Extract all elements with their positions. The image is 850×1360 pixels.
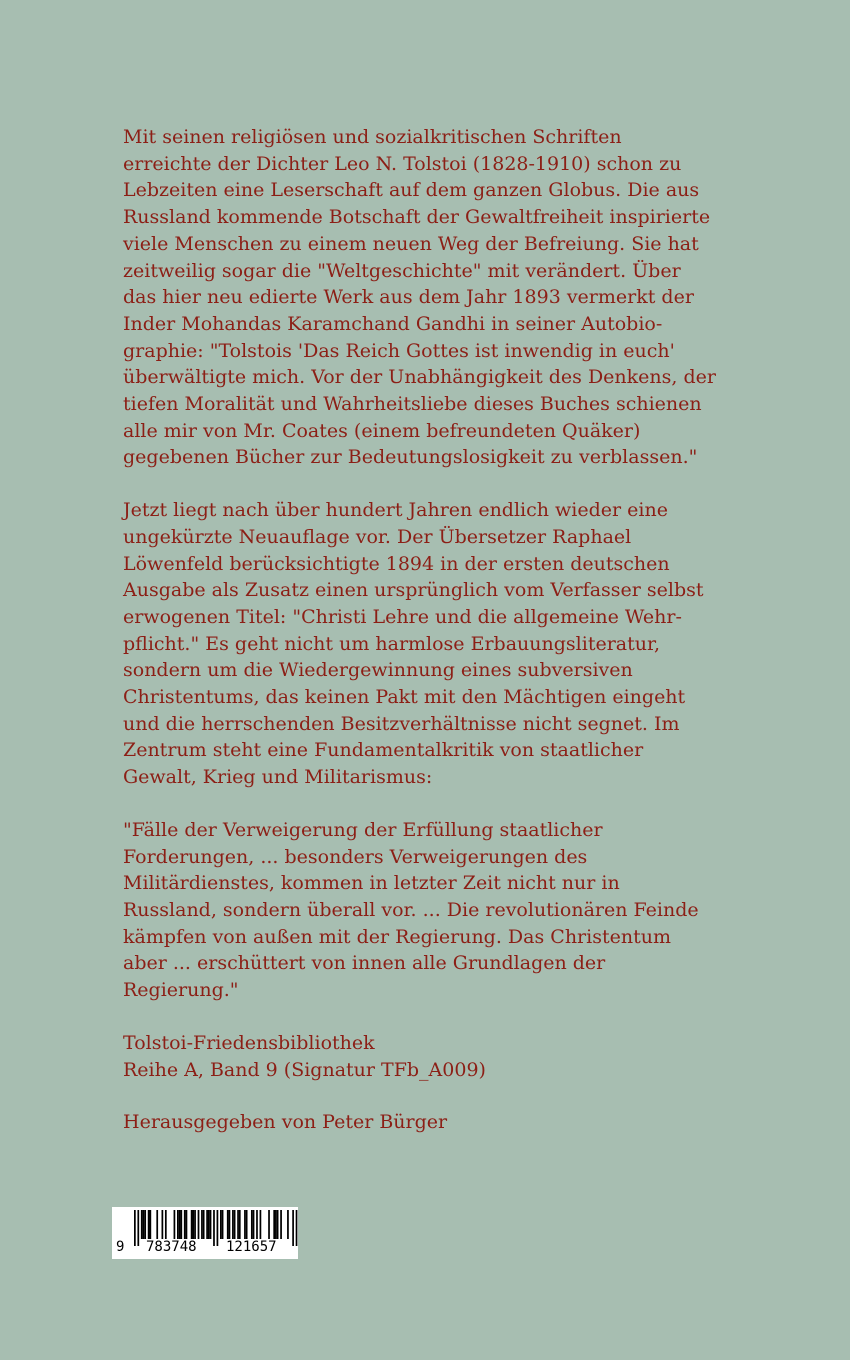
text-line: Lebzeiten eine Leserschaft auf dem ganzen Globus. Die aus xyxy=(123,179,700,202)
text-line: kämpfen von außen mit der Regierung. Das Christentum xyxy=(123,925,671,948)
text-line: Jetzt liegt nach über hundert Jahren endlich wieder eine xyxy=(123,499,668,522)
isbn-right-group: 121657 xyxy=(226,1239,277,1255)
barcode-bar xyxy=(210,1210,212,1239)
barcode-bar xyxy=(179,1210,181,1239)
barcode-bar xyxy=(287,1210,289,1239)
barcode-bar xyxy=(180,1210,182,1239)
barcode-bar xyxy=(253,1210,255,1239)
text-line: viele Menschen zu einem neuen Weg der Befreiung. Sie hat xyxy=(123,232,699,255)
barcode-bar xyxy=(222,1210,224,1239)
paragraph-intro xyxy=(123,124,743,471)
text-line: pflicht." Es geht nicht um harmlose Erbauungsliteratur, xyxy=(123,632,661,655)
barcode-bar xyxy=(201,1210,203,1239)
barcode-bar xyxy=(162,1210,164,1239)
barcode-bar xyxy=(184,1210,186,1239)
barcode-bar xyxy=(137,1210,139,1246)
barcode-bar xyxy=(165,1210,167,1239)
text-line: Mit seinen religiösen und sozialkritischen Schriften xyxy=(123,126,622,148)
barcode-bar xyxy=(273,1210,275,1239)
text-line: Tolstoi-Friedensbibliothek xyxy=(123,1031,375,1054)
barcode-bar xyxy=(203,1210,205,1239)
barcode-bar xyxy=(144,1210,146,1239)
barcode-bar xyxy=(141,1210,143,1239)
barcode-bar xyxy=(234,1210,236,1239)
barcode-bar xyxy=(251,1210,253,1239)
barcode-bar xyxy=(177,1210,179,1239)
series-info xyxy=(123,1030,743,1083)
text-line: überwältigte mich. Vor der Unabhängigkeit des Denkens, der xyxy=(123,366,716,389)
text-line: sondern um die Wiedergewinnung eines subversiven xyxy=(123,659,633,682)
barcode-bar xyxy=(213,1210,215,1246)
barcode-bar xyxy=(186,1210,188,1239)
barcode-bar xyxy=(143,1210,145,1239)
text-line: gegebenen Bücher zur Bedeutungslosigkeit zu verblassen." xyxy=(123,446,698,469)
paragraph-edition xyxy=(123,497,743,791)
barcode-bar xyxy=(246,1210,248,1239)
isbn-barcode xyxy=(112,1207,298,1259)
text-line: und die herrschenden Besitzverhältnisse nicht segnet. Im xyxy=(123,712,680,735)
text-line: Gewalt, Krieg und Militarismus: xyxy=(123,766,433,789)
text-line: Russland, sondern überall vor. ... Die revolutionären Feinde xyxy=(123,898,699,921)
text-line: Russland kommende Botschaft der Gewaltfreiheit inspirierte xyxy=(123,206,711,229)
barcode-bar xyxy=(237,1210,239,1239)
blurb xyxy=(123,124,743,1136)
text-line: Regierung." xyxy=(123,979,239,1002)
barcode-bar xyxy=(227,1210,229,1239)
barcode-bar xyxy=(192,1210,194,1239)
barcode-bar xyxy=(296,1210,298,1246)
barcode-bar xyxy=(277,1210,279,1239)
text-line: ungekürzte Neuauflage vor. Der Übersetzer Raphael xyxy=(123,525,632,548)
barcode-bar xyxy=(256,1210,258,1239)
text-line: Herausgegeben von Peter Bürger xyxy=(123,1111,448,1134)
barcode-bar xyxy=(206,1210,208,1239)
barcode-bar xyxy=(198,1210,200,1239)
barcode-bar xyxy=(275,1210,277,1239)
text-line: zeitweilig sogar die "Weltgeschichte" mit verändert. Über xyxy=(123,259,681,282)
barcode-bar xyxy=(217,1210,219,1246)
paragraph-quote xyxy=(123,817,743,1004)
barcode-bar xyxy=(148,1210,150,1239)
text-line: "Fälle der Verweigerung der Erfüllung staatlicher xyxy=(123,818,603,841)
barcode-bar xyxy=(232,1210,234,1239)
barcode-bar xyxy=(194,1210,196,1239)
barcode-bar xyxy=(268,1210,270,1239)
text-line: tiefen Moralität und Wahrheitsliebe dieses Buches schienen xyxy=(123,393,702,416)
text-line: Forderungen, ... besonders Verweigerungen des xyxy=(123,845,588,868)
text-line: Zentrum steht eine Fundamentalkritik von staatlicher xyxy=(123,739,644,762)
text-line: graphie: "Tolstois 'Das Reich Gottes ist inwendig in euch' xyxy=(123,339,675,362)
barcode-bar xyxy=(292,1210,294,1246)
text-line: erwogenen Titel: "Christi Lehre und die allgemeine Wehr- xyxy=(123,605,682,628)
text-line: Ausgabe als Zusatz einen ursprünglich vom Verfasser selbst xyxy=(123,579,704,602)
barcode-bar xyxy=(156,1210,158,1239)
text-line: erreichte der Dichter Leo N. Tolstoi (1828-1910) schon zu xyxy=(123,152,682,175)
text-line: Militärdienstes, kommen in letzter Zeit nicht nur in xyxy=(123,872,620,895)
text-line: aber ... erschüttert von innen alle Grundlagen der xyxy=(123,952,606,975)
text-line: Löwenfeld berücksichtigte 1894 in der ersten deutschen xyxy=(123,552,670,575)
barcode-bar xyxy=(174,1210,176,1239)
text-line: das hier neu edierte Werk aus dem Jahr 1893 vermerkt der xyxy=(123,286,694,309)
text-line: Christentums, das keinen Pakt mit den Mächtigen eingeht xyxy=(123,686,686,709)
barcode-bar xyxy=(208,1210,210,1239)
barcode-bar xyxy=(220,1210,222,1239)
barcode-bar xyxy=(229,1210,231,1239)
barcode-bar xyxy=(191,1210,193,1239)
barcode-bar xyxy=(149,1210,151,1239)
barcode-bar xyxy=(239,1210,241,1239)
barcode-bar xyxy=(260,1210,262,1239)
editor-credit xyxy=(123,1109,743,1136)
barcode-bar xyxy=(134,1210,136,1246)
isbn-left-group: 783748 xyxy=(146,1239,197,1255)
text-line: Inder Mohandas Karamchand Gandhi in seiner Autobio- xyxy=(123,312,663,335)
barcode-bar xyxy=(280,1210,282,1239)
text-line: Reihe A, Band 9 (Signatur TFb_A009) xyxy=(123,1058,486,1081)
barcode-bar xyxy=(244,1210,246,1239)
text-line: alle mir von Mr. Coates (einem befreundeten Quäker) xyxy=(123,419,641,442)
isbn-first-digit: 9 xyxy=(116,1239,125,1255)
